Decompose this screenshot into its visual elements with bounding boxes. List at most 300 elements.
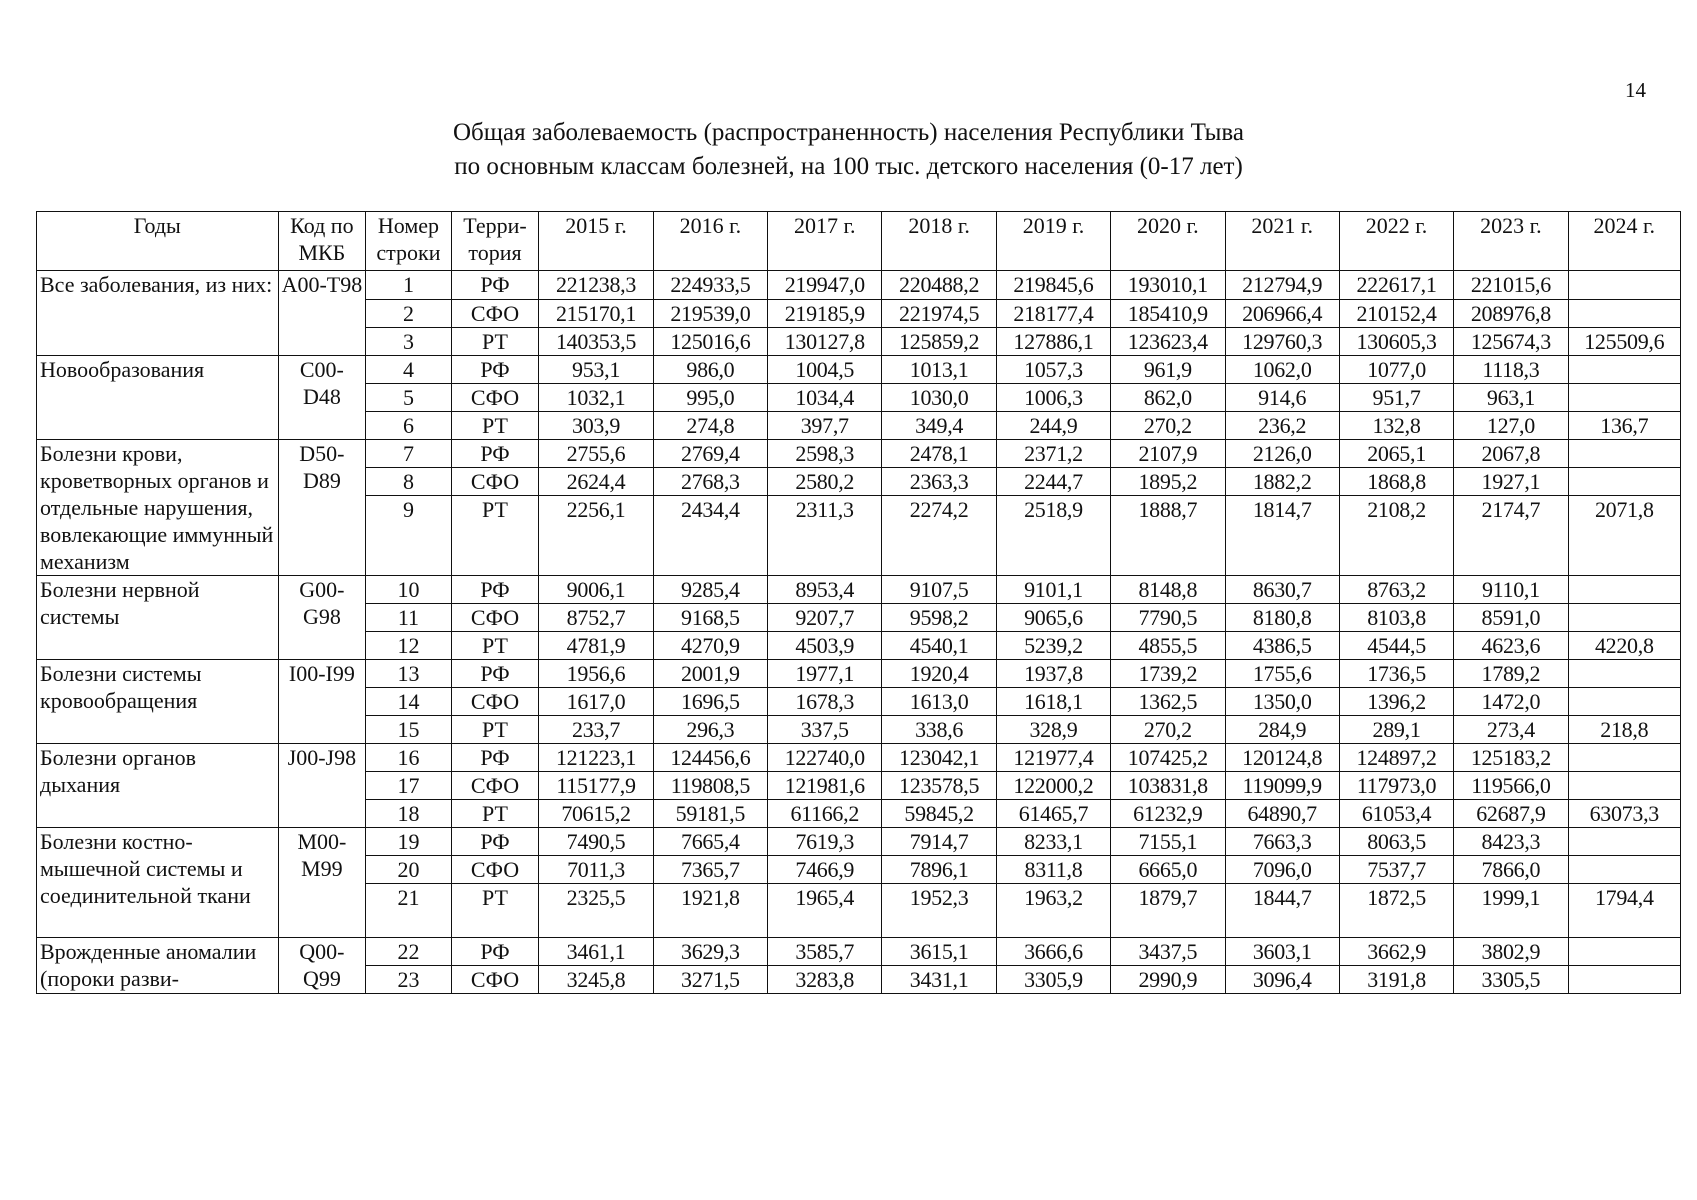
value-cell: 995,0: [653, 384, 767, 412]
value-cell: 115177,9: [539, 772, 653, 800]
row-number: 8: [366, 468, 452, 496]
territory: СФО: [451, 688, 539, 716]
row-number: 3: [366, 328, 452, 356]
value-cell: 59181,5: [653, 800, 767, 828]
value-cell: 1057,3: [996, 356, 1110, 384]
territory: РФ: [451, 744, 539, 772]
row-number: 4: [366, 356, 452, 384]
value-cell: [1568, 271, 1680, 300]
icd-code: C00-D48: [278, 356, 366, 440]
table-row: [37, 440, 1681, 468]
value-cell: 1030,0: [882, 384, 996, 412]
value-cell: 61465,7: [996, 800, 1110, 828]
value-cell: 3629,3: [653, 938, 767, 966]
value-cell: 2769,4: [653, 440, 767, 468]
value-cell: 397,7: [768, 412, 882, 440]
value-cell: 121223,1: [539, 744, 653, 772]
value-cell: 208976,8: [1454, 300, 1568, 328]
value-cell: 8063,5: [1339, 828, 1453, 856]
territory: СФО: [451, 468, 539, 496]
value-cell: 8752,7: [539, 604, 653, 632]
value-cell: 2244,7: [996, 468, 1110, 496]
value-cell: 8630,7: [1225, 576, 1339, 604]
document-title: [0, 116, 1697, 184]
value-cell: 63073,3: [1568, 800, 1680, 828]
value-cell: 7663,3: [1225, 828, 1339, 856]
value-cell: 2001,9: [653, 660, 767, 688]
value-cell: 961,9: [1111, 356, 1225, 384]
value-cell: [1568, 468, 1680, 496]
value-cell: 1927,1: [1454, 468, 1568, 496]
icd-code: D50-D89: [278, 440, 366, 576]
value-cell: 1888,7: [1111, 496, 1225, 576]
row-number: 17: [366, 772, 452, 800]
value-cell: 233,7: [539, 716, 653, 744]
value-cell: 1789,2: [1454, 660, 1568, 688]
row-number: 2: [366, 300, 452, 328]
row-number: 13: [366, 660, 452, 688]
header-territory: Терри-тория: [451, 212, 539, 271]
value-cell: 1999,1: [1454, 884, 1568, 938]
value-cell: [1568, 856, 1680, 884]
disease-class-name: Врожденные аномалии (пороки разви-: [37, 938, 279, 994]
value-cell: [1568, 660, 1680, 688]
row-number: 5: [366, 384, 452, 412]
value-cell: 2174,7: [1454, 496, 1568, 576]
value-cell: 4855,5: [1111, 632, 1225, 660]
value-cell: 218177,4: [996, 300, 1110, 328]
row-number: 12: [366, 632, 452, 660]
value-cell: 3666,6: [996, 938, 1110, 966]
value-cell: 349,4: [882, 412, 996, 440]
row-number: 21: [366, 884, 452, 938]
territory: РТ: [451, 716, 539, 744]
value-cell: 3802,9: [1454, 938, 1568, 966]
value-cell: 862,0: [1111, 384, 1225, 412]
value-cell: 123578,5: [882, 772, 996, 800]
value-cell: 125509,6: [1568, 328, 1680, 356]
value-cell: 2580,2: [768, 468, 882, 496]
value-cell: 215170,1: [539, 300, 653, 328]
territory: СФО: [451, 300, 539, 328]
value-cell: [1568, 356, 1680, 384]
header-year: 2017 г.: [768, 212, 882, 271]
icd-code: M00-M99: [278, 828, 366, 938]
value-cell: 1872,5: [1339, 884, 1453, 938]
value-cell: 136,7: [1568, 412, 1680, 440]
value-cell: 3283,8: [768, 966, 882, 994]
table-body: [37, 271, 1681, 994]
value-cell: [1568, 384, 1680, 412]
value-cell: 210152,4: [1339, 300, 1453, 328]
value-cell: 3096,4: [1225, 966, 1339, 994]
value-cell: 3245,8: [539, 966, 653, 994]
value-cell: 7790,5: [1111, 604, 1225, 632]
value-cell: 123623,4: [1111, 328, 1225, 356]
value-cell: 1920,4: [882, 660, 996, 688]
value-cell: 130605,3: [1339, 328, 1453, 356]
title-line-1: Общая заболеваемость (распространенность) населения Республики Тыва: [453, 119, 1244, 146]
value-cell: 8953,4: [768, 576, 882, 604]
table-row: [37, 660, 1681, 688]
value-cell: 3437,5: [1111, 938, 1225, 966]
value-cell: [1568, 938, 1680, 966]
value-cell: 328,9: [996, 716, 1110, 744]
value-cell: 284,9: [1225, 716, 1339, 744]
value-cell: 2256,1: [539, 496, 653, 576]
value-cell: 244,9: [996, 412, 1110, 440]
value-cell: [1568, 744, 1680, 772]
value-cell: 7665,4: [653, 828, 767, 856]
value-cell: 273,4: [1454, 716, 1568, 744]
value-cell: 9285,4: [653, 576, 767, 604]
value-cell: 4386,5: [1225, 632, 1339, 660]
value-cell: 951,7: [1339, 384, 1453, 412]
value-cell: 1895,2: [1111, 468, 1225, 496]
value-cell: 4220,8: [1568, 632, 1680, 660]
value-cell: 1736,5: [1339, 660, 1453, 688]
value-cell: 122000,2: [996, 772, 1110, 800]
value-cell: [1568, 576, 1680, 604]
value-cell: 2518,9: [996, 496, 1110, 576]
value-cell: 3191,8: [1339, 966, 1453, 994]
value-cell: 4270,9: [653, 632, 767, 660]
value-cell: 7365,7: [653, 856, 767, 884]
value-cell: 219947,0: [768, 271, 882, 300]
value-cell: 206966,4: [1225, 300, 1339, 328]
value-cell: 1396,2: [1339, 688, 1453, 716]
value-cell: 1077,0: [1339, 356, 1453, 384]
value-cell: 1032,1: [539, 384, 653, 412]
territory: СФО: [451, 384, 539, 412]
value-cell: 2768,3: [653, 468, 767, 496]
value-cell: 270,2: [1111, 412, 1225, 440]
value-cell: 3662,9: [1339, 938, 1453, 966]
value-cell: 953,1: [539, 356, 653, 384]
disease-class-name: Болезни системы кровообращения: [37, 660, 279, 744]
value-cell: 62687,9: [1454, 800, 1568, 828]
value-cell: 986,0: [653, 356, 767, 384]
territory: РФ: [451, 271, 539, 300]
value-cell: 1696,5: [653, 688, 767, 716]
value-cell: 8311,8: [996, 856, 1110, 884]
value-cell: [1568, 828, 1680, 856]
table-row: [37, 356, 1681, 384]
value-cell: 7914,7: [882, 828, 996, 856]
value-cell: 61053,4: [1339, 800, 1453, 828]
disease-class-name: Болезни крови, кроветворных органов и отдельные нарушения, вовлекающие иммунный механизм: [37, 440, 279, 576]
value-cell: 125674,3: [1454, 328, 1568, 356]
value-cell: 8180,8: [1225, 604, 1339, 632]
value-cell: 185410,9: [1111, 300, 1225, 328]
value-cell: 8423,3: [1454, 828, 1568, 856]
value-cell: 1965,4: [768, 884, 882, 938]
value-cell: 219185,9: [768, 300, 882, 328]
header-year: 2019 г.: [996, 212, 1110, 271]
value-cell: 236,2: [1225, 412, 1339, 440]
icd-code: J00-J98: [278, 744, 366, 828]
value-cell: 121977,4: [996, 744, 1110, 772]
value-cell: 337,5: [768, 716, 882, 744]
value-cell: 132,8: [1339, 412, 1453, 440]
value-cell: 221974,5: [882, 300, 996, 328]
header-row-number: Номер строки: [366, 212, 452, 271]
value-cell: 2624,4: [539, 468, 653, 496]
row-number: 1: [366, 271, 452, 300]
row-number: 23: [366, 966, 452, 994]
territory: РФ: [451, 576, 539, 604]
value-cell: 1937,8: [996, 660, 1110, 688]
row-number: 10: [366, 576, 452, 604]
value-cell: 2067,8: [1454, 440, 1568, 468]
value-cell: 218,8: [1568, 716, 1680, 744]
territory: РТ: [451, 412, 539, 440]
table-row: [37, 271, 1681, 300]
value-cell: 338,6: [882, 716, 996, 744]
icd-code: Q00-Q99: [278, 938, 366, 994]
row-number: 14: [366, 688, 452, 716]
value-cell: 9598,2: [882, 604, 996, 632]
territory: РТ: [451, 884, 539, 938]
value-cell: 289,1: [1339, 716, 1453, 744]
disease-class-name: Болезни нервной системы: [37, 576, 279, 660]
row-number: 20: [366, 856, 452, 884]
header-year: 2021 г.: [1225, 212, 1339, 271]
value-cell: 221238,3: [539, 271, 653, 300]
value-cell: 1814,7: [1225, 496, 1339, 576]
row-number: 19: [366, 828, 452, 856]
value-cell: 4503,9: [768, 632, 882, 660]
value-cell: 2108,2: [1339, 496, 1453, 576]
value-cell: 9168,5: [653, 604, 767, 632]
value-cell: 8591,0: [1454, 604, 1568, 632]
header-years: Годы: [37, 212, 279, 271]
value-cell: 2478,1: [882, 440, 996, 468]
value-cell: 117973,0: [1339, 772, 1453, 800]
value-cell: 1868,8: [1339, 468, 1453, 496]
table-row: [37, 744, 1681, 772]
value-cell: 224933,5: [653, 271, 767, 300]
value-cell: 2065,1: [1339, 440, 1453, 468]
value-cell: 1006,3: [996, 384, 1110, 412]
icd-code: G00-G98: [278, 576, 366, 660]
value-cell: 1956,6: [539, 660, 653, 688]
disease-class-name: Все заболевания, из них:: [37, 271, 279, 356]
value-cell: 1617,0: [539, 688, 653, 716]
value-cell: 220488,2: [882, 271, 996, 300]
value-cell: 7011,3: [539, 856, 653, 884]
territory: РТ: [451, 328, 539, 356]
territory: РФ: [451, 440, 539, 468]
value-cell: 1952,3: [882, 884, 996, 938]
row-number: 9: [366, 496, 452, 576]
value-cell: 963,1: [1454, 384, 1568, 412]
value-cell: 4781,9: [539, 632, 653, 660]
value-cell: 914,6: [1225, 384, 1339, 412]
value-cell: [1568, 440, 1680, 468]
value-cell: 1034,4: [768, 384, 882, 412]
value-cell: 8233,1: [996, 828, 1110, 856]
icd-code: I00-I99: [278, 660, 366, 744]
disease-class-name: Болезни костно-мышечной системы и соединительной ткани: [37, 828, 279, 938]
value-cell: 5239,2: [996, 632, 1110, 660]
value-cell: 9107,5: [882, 576, 996, 604]
value-cell: 125183,2: [1454, 744, 1568, 772]
value-cell: 1613,0: [882, 688, 996, 716]
value-cell: 9006,1: [539, 576, 653, 604]
header-year: 2016 г.: [653, 212, 767, 271]
value-cell: 140353,5: [539, 328, 653, 356]
value-cell: 193010,1: [1111, 271, 1225, 300]
value-cell: 270,2: [1111, 716, 1225, 744]
value-cell: 130127,8: [768, 328, 882, 356]
icd-code: A00-T98: [278, 271, 366, 356]
value-cell: 8148,8: [1111, 576, 1225, 604]
territory: СФО: [451, 966, 539, 994]
value-cell: 222617,1: [1339, 271, 1453, 300]
disease-class-name: Новообразования: [37, 356, 279, 440]
value-cell: 2371,2: [996, 440, 1110, 468]
territory: РФ: [451, 828, 539, 856]
value-cell: 4623,6: [1454, 632, 1568, 660]
title-line-2: по основным классам болезней, на 100 тыс. детского населения (0-17 лет): [454, 153, 1243, 180]
value-cell: [1568, 604, 1680, 632]
value-cell: 3585,7: [768, 938, 882, 966]
value-cell: 221015,6: [1454, 271, 1568, 300]
value-cell: 119099,9: [1225, 772, 1339, 800]
value-cell: 122740,0: [768, 744, 882, 772]
value-cell: 7896,1: [882, 856, 996, 884]
value-cell: 1755,6: [1225, 660, 1339, 688]
value-cell: 2126,0: [1225, 440, 1339, 468]
row-number: 6: [366, 412, 452, 440]
row-number: 16: [366, 744, 452, 772]
value-cell: 119566,0: [1454, 772, 1568, 800]
value-cell: 7866,0: [1454, 856, 1568, 884]
value-cell: 7096,0: [1225, 856, 1339, 884]
value-cell: 296,3: [653, 716, 767, 744]
value-cell: 7155,1: [1111, 828, 1225, 856]
row-number: 11: [366, 604, 452, 632]
value-cell: 1362,5: [1111, 688, 1225, 716]
territory: РТ: [451, 632, 539, 660]
value-cell: 3603,1: [1225, 938, 1339, 966]
row-number: 7: [366, 440, 452, 468]
value-cell: 127886,1: [996, 328, 1110, 356]
value-cell: 127,0: [1454, 412, 1568, 440]
value-cell: 1618,1: [996, 688, 1110, 716]
value-cell: 9207,7: [768, 604, 882, 632]
territory: СФО: [451, 856, 539, 884]
value-cell: 121981,6: [768, 772, 882, 800]
value-cell: 1004,5: [768, 356, 882, 384]
header-year: 2022 г.: [1339, 212, 1453, 271]
value-cell: 107425,2: [1111, 744, 1225, 772]
value-cell: 2311,3: [768, 496, 882, 576]
value-cell: 3461,1: [539, 938, 653, 966]
value-cell: 124456,6: [653, 744, 767, 772]
value-cell: 2990,9: [1111, 966, 1225, 994]
value-cell: 70615,2: [539, 800, 653, 828]
value-cell: [1568, 966, 1680, 994]
territory: СФО: [451, 772, 539, 800]
value-cell: 7619,3: [768, 828, 882, 856]
value-cell: 1739,2: [1111, 660, 1225, 688]
value-cell: 1921,8: [653, 884, 767, 938]
value-cell: 1882,2: [1225, 468, 1339, 496]
value-cell: 123042,1: [882, 744, 996, 772]
table-row: [37, 576, 1681, 604]
value-cell: 103831,8: [1111, 772, 1225, 800]
header-year: 2020 г.: [1111, 212, 1225, 271]
row-number: 15: [366, 716, 452, 744]
value-cell: 2071,8: [1568, 496, 1680, 576]
territory: РФ: [451, 938, 539, 966]
territory: РФ: [451, 660, 539, 688]
value-cell: 1013,1: [882, 356, 996, 384]
value-cell: 212794,9: [1225, 271, 1339, 300]
value-cell: 1977,1: [768, 660, 882, 688]
row-number: 22: [366, 938, 452, 966]
value-cell: 274,8: [653, 412, 767, 440]
value-cell: 59845,2: [882, 800, 996, 828]
value-cell: 1844,7: [1225, 884, 1339, 938]
value-cell: 9101,1: [996, 576, 1110, 604]
value-cell: 2434,4: [653, 496, 767, 576]
territory: РФ: [451, 356, 539, 384]
value-cell: 3305,5: [1454, 966, 1568, 994]
value-cell: 9065,6: [996, 604, 1110, 632]
value-cell: 3271,5: [653, 966, 767, 994]
value-cell: 125859,2: [882, 328, 996, 356]
value-cell: 2107,9: [1111, 440, 1225, 468]
value-cell: [1568, 772, 1680, 800]
value-cell: 1472,0: [1454, 688, 1568, 716]
value-cell: 120124,8: [1225, 744, 1339, 772]
value-cell: 1963,2: [996, 884, 1110, 938]
value-cell: 3615,1: [882, 938, 996, 966]
value-cell: 1678,3: [768, 688, 882, 716]
value-cell: 2755,6: [539, 440, 653, 468]
value-cell: 2363,3: [882, 468, 996, 496]
value-cell: 2325,5: [539, 884, 653, 938]
value-cell: 1062,0: [1225, 356, 1339, 384]
territory: РТ: [451, 496, 539, 576]
value-cell: 61166,2: [768, 800, 882, 828]
value-cell: 1118,3: [1454, 356, 1568, 384]
table-row: [37, 938, 1681, 966]
value-cell: 1350,0: [1225, 688, 1339, 716]
header-year: 2018 г.: [882, 212, 996, 271]
value-cell: 124897,2: [1339, 744, 1453, 772]
value-cell: 3305,9: [996, 966, 1110, 994]
value-cell: 7537,7: [1339, 856, 1453, 884]
table-row: [37, 828, 1681, 856]
value-cell: 7490,5: [539, 828, 653, 856]
value-cell: 125016,6: [653, 328, 767, 356]
value-cell: 219539,0: [653, 300, 767, 328]
row-number: 18: [366, 800, 452, 828]
header-year: 2024 г.: [1568, 212, 1680, 271]
value-cell: 119808,5: [653, 772, 767, 800]
value-cell: 4544,5: [1339, 632, 1453, 660]
disease-class-name: Болезни органов дыхания: [37, 744, 279, 828]
header-code: Код по МКБ: [278, 212, 366, 271]
value-cell: 1879,7: [1111, 884, 1225, 938]
value-cell: 129760,3: [1225, 328, 1339, 356]
header-row: [37, 212, 1681, 271]
value-cell: 1794,4: [1568, 884, 1680, 938]
